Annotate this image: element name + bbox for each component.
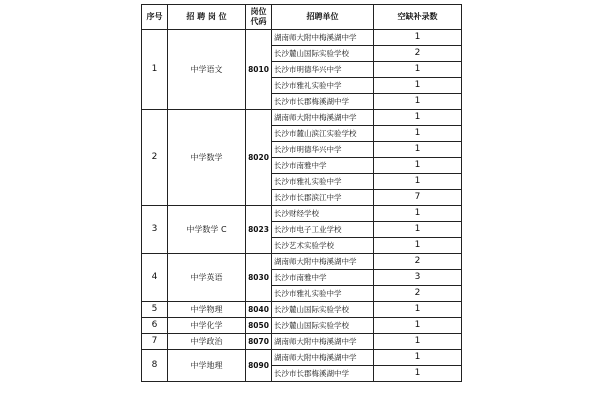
cell-seq: 8 — [142, 350, 168, 382]
cell-school: 长沙麓山国际实验学校 — [272, 46, 374, 62]
cell-school: 长沙财经学校 — [272, 206, 374, 222]
cell-vacancy-count: 2 — [374, 286, 462, 302]
cell-vacancy-count: 1 — [374, 94, 462, 110]
cell-school: 长沙市南雅中学 — [272, 270, 374, 286]
cell-vacancy-count: 1 — [374, 366, 462, 382]
cell-post: 中学语文 — [168, 30, 246, 110]
header-code — [246, 5, 272, 30]
cell-vacancy-count: 1 — [374, 30, 462, 46]
cell-school: 长沙市长郡滨江中学 — [272, 190, 374, 206]
cell-vacancy-count: 3 — [374, 270, 462, 286]
cell-seq: 4 — [142, 254, 168, 302]
cell-vacancy-count: 1 — [374, 302, 462, 318]
header-row — [142, 5, 462, 30]
cell-post: 中学政治 — [168, 334, 246, 350]
cell-vacancy-count: 1 — [374, 126, 462, 142]
table-row — [142, 334, 462, 350]
cell-school: 长沙麓山国际实验学校 — [272, 318, 374, 334]
cell-seq: 7 — [142, 334, 168, 350]
cell-school: 长沙市明德华兴中学 — [272, 62, 374, 78]
cell-vacancy-count: 2 — [374, 254, 462, 270]
cell-post: 中学物理 — [168, 302, 246, 318]
cell-school: 湖南师大附中梅溪湖中学 — [272, 254, 374, 270]
cell-school: 长沙市长郡梅溪湖中学 — [272, 366, 374, 382]
cell-school: 长沙市明德华兴中学 — [272, 142, 374, 158]
cell-vacancy-count: 7 — [374, 190, 462, 206]
cell-code: 8023 — [246, 206, 272, 254]
recruitment-table — [141, 4, 462, 382]
cell-school: 湖南师大附中梅溪湖中学 — [272, 350, 374, 366]
cell-seq: 5 — [142, 302, 168, 318]
table-row — [142, 30, 462, 46]
cell-vacancy-count: 1 — [374, 158, 462, 174]
cell-vacancy-count: 1 — [374, 62, 462, 78]
table-row — [142, 318, 462, 334]
cell-vacancy-count: 1 — [374, 206, 462, 222]
cell-school: 湖南师大附中梅溪湖中学 — [272, 110, 374, 126]
cell-school: 长沙市电子工业学校 — [272, 222, 374, 238]
cell-code: 8030 — [246, 254, 272, 302]
cell-seq: 1 — [142, 30, 168, 110]
cell-code: 8050 — [246, 318, 272, 334]
header-seq: 序号 — [142, 5, 168, 30]
cell-post: 中学英语 — [168, 254, 246, 302]
cell-post: 中学化学 — [168, 318, 246, 334]
cell-post: 中学数学 — [168, 110, 246, 206]
cell-school: 长沙艺术实验学校 — [272, 238, 374, 254]
cell-school: 长沙市麓山滨江实验学校 — [272, 126, 374, 142]
cell-vacancy-count: 2 — [374, 46, 462, 62]
cell-post: 中学地理 — [168, 350, 246, 382]
cell-code: 8070 — [246, 334, 272, 350]
header-post: 招 聘 岗 位 — [168, 5, 246, 30]
cell-vacancy-count: 1 — [374, 110, 462, 126]
cell-vacancy-count: 1 — [374, 238, 462, 254]
table-row — [142, 302, 462, 318]
cell-code: 8040 — [246, 302, 272, 318]
cell-post: 中学数学 C — [168, 206, 246, 254]
cell-school: 湖南师大附中梅溪湖中学 — [272, 334, 374, 350]
cell-vacancy-count: 1 — [374, 318, 462, 334]
header-code-line1: 岗位 — [250, 7, 267, 16]
cell-school: 长沙市南雅中学 — [272, 158, 374, 174]
table-row — [142, 206, 462, 222]
table-row — [142, 110, 462, 126]
cell-vacancy-count: 1 — [374, 222, 462, 238]
cell-seq: 6 — [142, 318, 168, 334]
cell-code: 8090 — [246, 350, 272, 382]
cell-school: 湖南师大附中梅溪湖中学 — [272, 30, 374, 46]
table-body — [142, 30, 462, 382]
cell-vacancy-count: 1 — [374, 334, 462, 350]
header-code-line2: 代码 — [250, 17, 267, 26]
header-unit: 招聘单位 — [272, 5, 374, 30]
cell-vacancy-count: 1 — [374, 174, 462, 190]
cell-code: 8020 — [246, 110, 272, 206]
table-row — [142, 350, 462, 366]
cell-vacancy-count: 1 — [374, 142, 462, 158]
cell-school: 长沙市雅礼实验中学 — [272, 78, 374, 94]
cell-school: 长沙市长郡梅溪湖中学 — [272, 94, 374, 110]
cell-vacancy-count: 1 — [374, 78, 462, 94]
cell-school: 长沙麓山国际实验学校 — [272, 302, 374, 318]
cell-seq: 2 — [142, 110, 168, 206]
header-vacancy: 空缺补录数 — [374, 5, 462, 30]
cell-seq: 3 — [142, 206, 168, 254]
cell-vacancy-count: 1 — [374, 350, 462, 366]
cell-school: 长沙市雅礼实验中学 — [272, 174, 374, 190]
table-row — [142, 254, 462, 270]
cell-school: 长沙市雅礼实验中学 — [272, 286, 374, 302]
cell-code: 8010 — [246, 30, 272, 110]
